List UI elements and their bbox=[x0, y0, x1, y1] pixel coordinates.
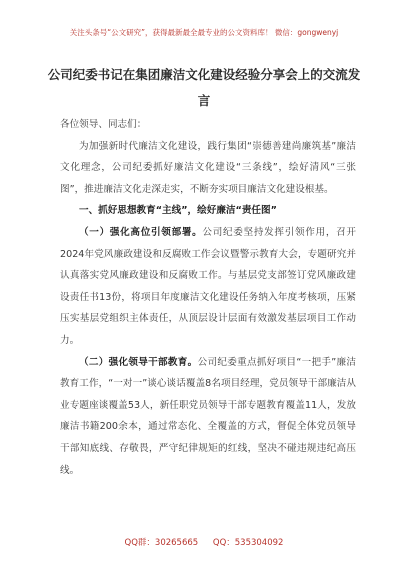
footer-qq: QQ：535304092 bbox=[212, 538, 284, 548]
subsection-2-paragraph bbox=[60, 352, 356, 482]
section-1-heading: 一、抓好思想教育“主线”，绘好廉洁“责任图” bbox=[79, 205, 277, 217]
footer-qq-group: QQ群：30265665 bbox=[124, 538, 199, 548]
document-body bbox=[60, 114, 356, 481]
subsection-1-paragraph bbox=[60, 222, 356, 352]
footer-contact bbox=[0, 536, 408, 548]
subsection-1-text: 公司纪委坚持发挥引领作用，召开2024年党风廉政建设和反腐败工作会议暨警示教育大会，专题研究并认真落实党风廉政建设和反腐败工作。与基层党支部签订党风廉政建设责任书13份，将项目年度廉洁文化建设任务纳入年度考核项，压紧压实基层党组织主体责任，从顶层设计层面有效激发基层项目工作动力。 bbox=[60, 226, 357, 346]
title-line-2: 言 bbox=[197, 93, 211, 108]
document-title bbox=[44, 62, 364, 114]
subsection-1-heading: （一）强化高位引领部署。 bbox=[79, 226, 203, 238]
subsection-2-text: 公司纪委重点抓好项目“一把手”廉洁教育工作，“一对一”谈心谈话覆盖8名项目经理，党员领导干部廉洁从业专题座谈覆盖53人，新任职党员领导干部专题教育覆盖11人，发放廉洁书籍200余本，通过常态化、全覆盖的方式，督促全体党员领导干部知底线、存敬畏，严守纪律规矩的红线，坚决不碰违规违纪高压线。 bbox=[60, 356, 356, 476]
header-banner: 关注头条号“公文研究”，获得最新最全最专业的公文资料库！ 微信：gongwenyj bbox=[69, 28, 339, 37]
title-line-1: 公司纪委书记在集团廉洁文化建设经验分享会上的交流发 bbox=[47, 67, 361, 82]
intro-paragraph: 为加强新时代廉洁文化建设，践行集团“崇德善建尚廉筑基”廉洁文化理念，公司纪委抓好廉洁文化建设“三条线”，绘好清风“三张图”，推进廉洁文化走深走实，不断夯实项目廉洁文化建设根基。 bbox=[60, 140, 356, 195]
greeting: 各位领导、同志们： bbox=[60, 119, 147, 130]
subsection-2-heading: （二）强化领导干部教育。 bbox=[79, 356, 198, 368]
